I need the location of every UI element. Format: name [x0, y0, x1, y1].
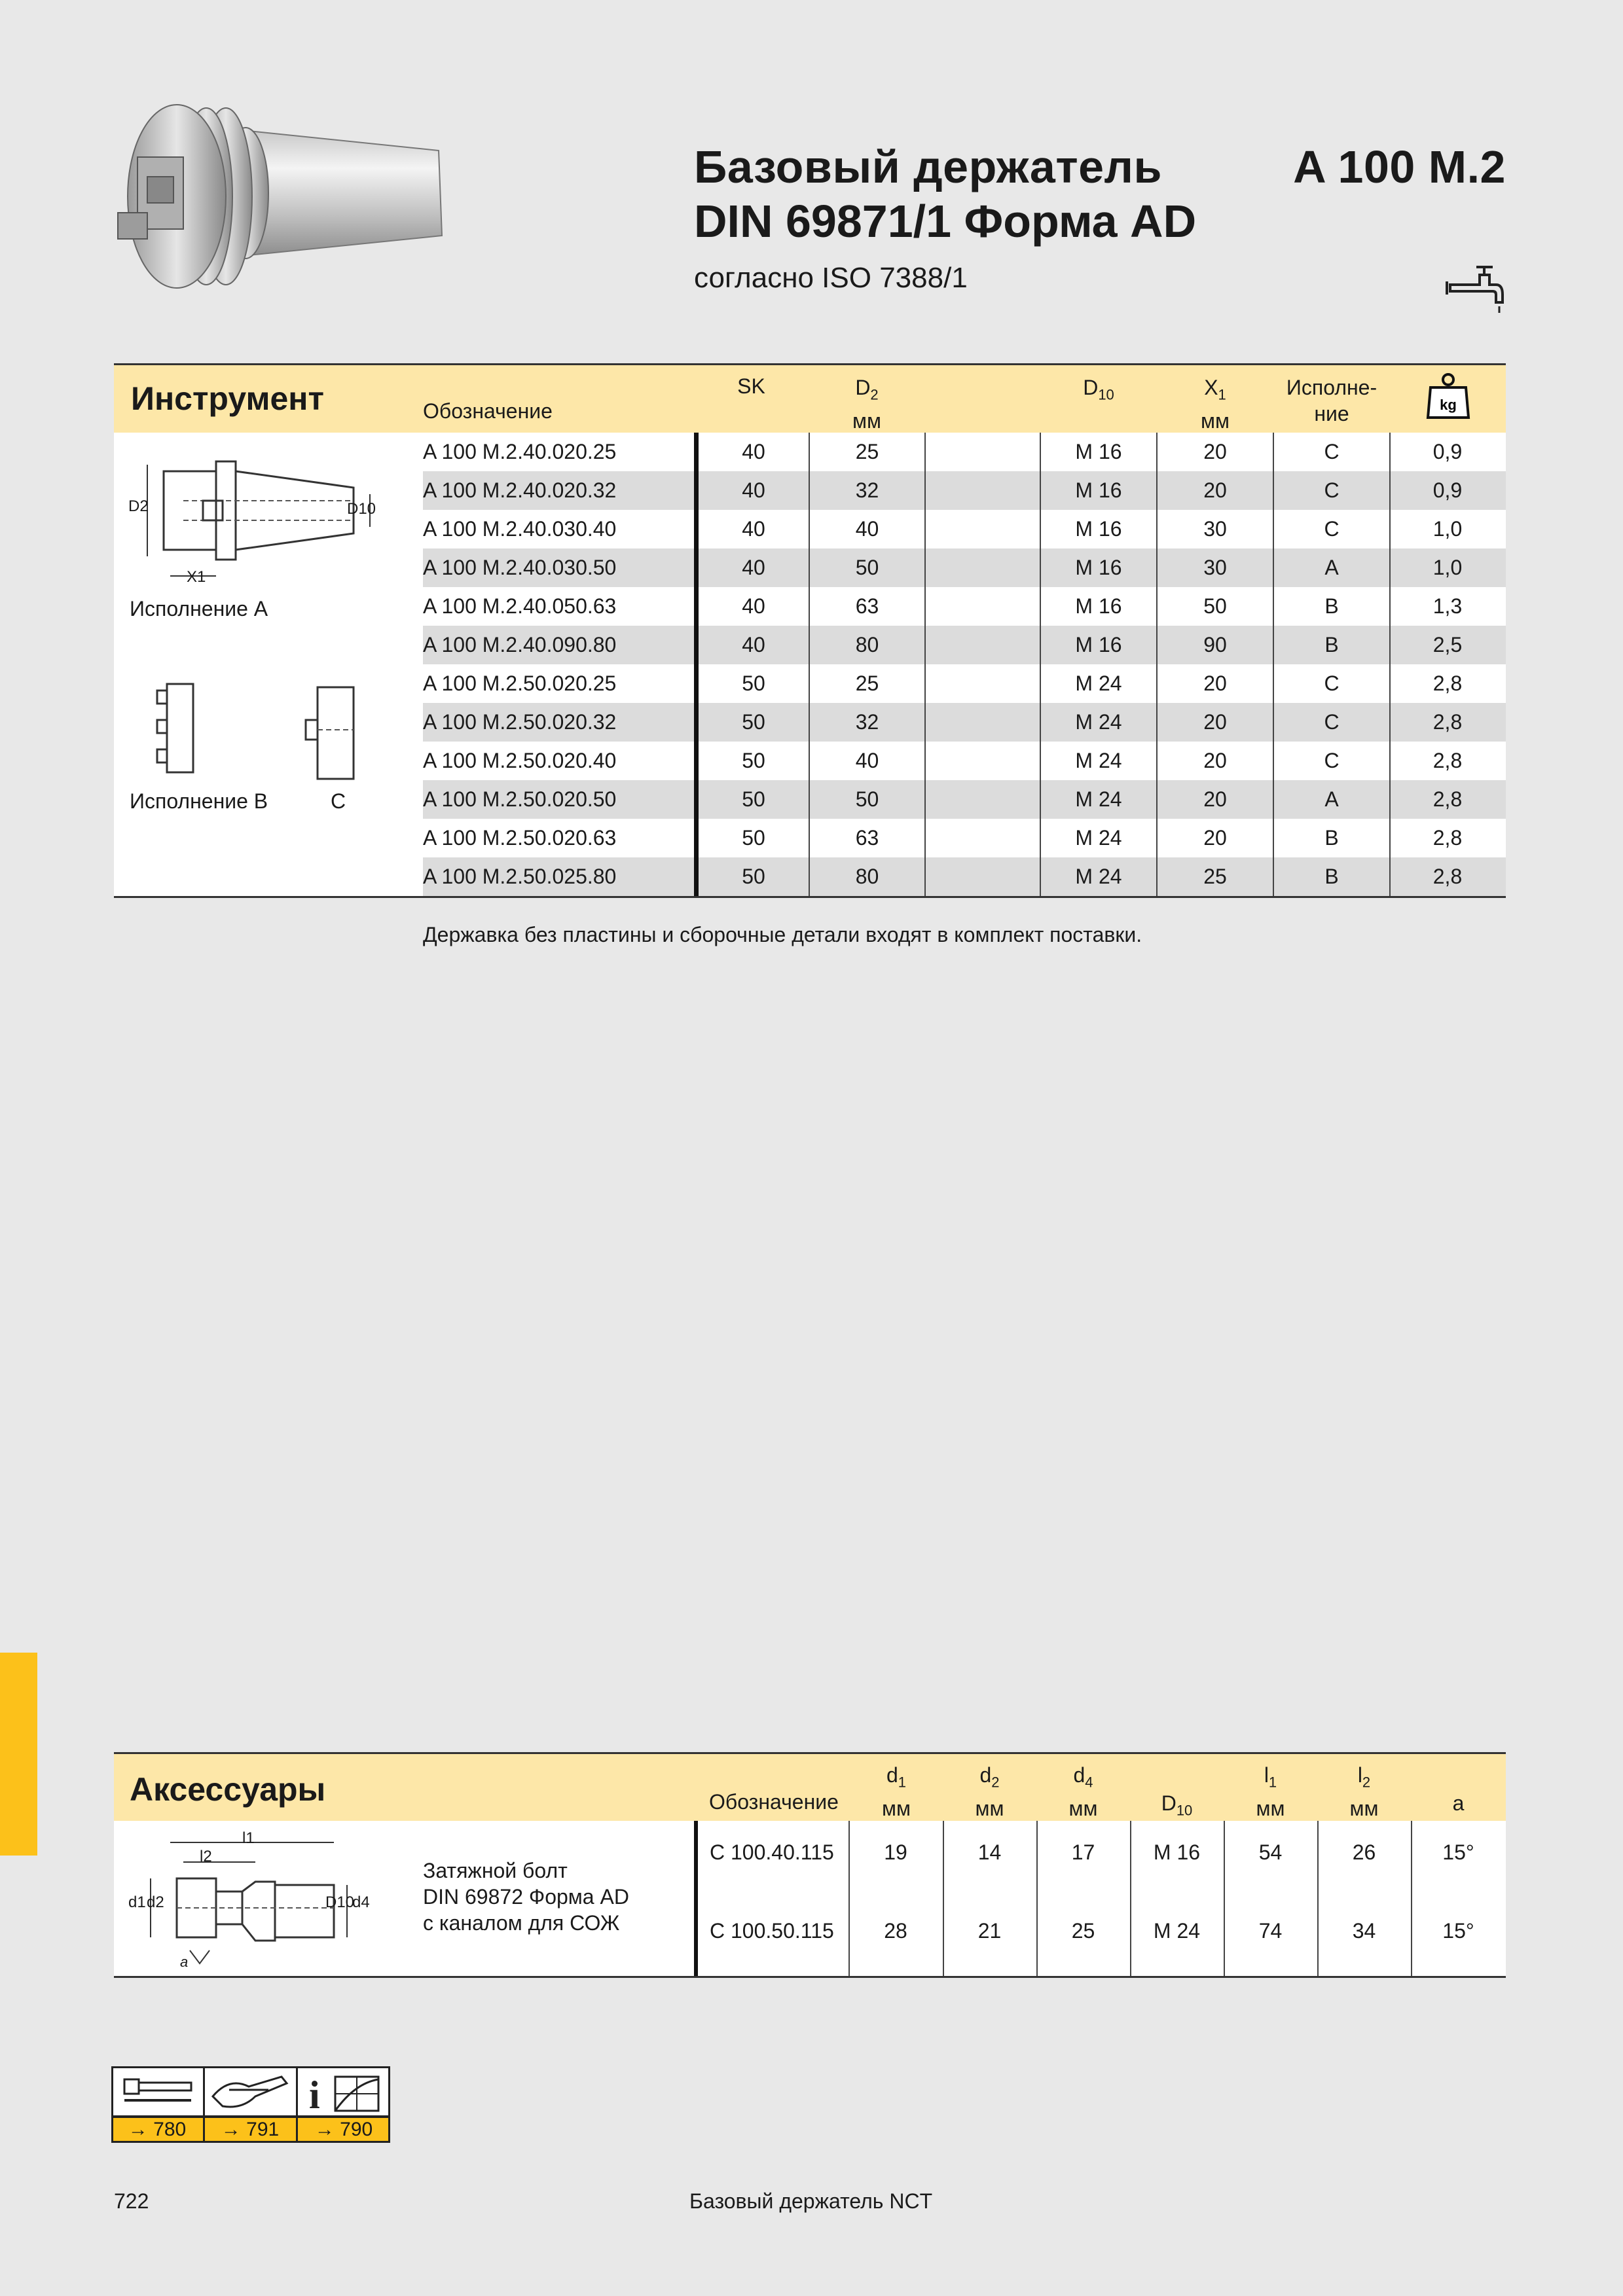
cell-version: C [1273, 664, 1389, 703]
cell-sk: 50 [694, 742, 809, 780]
cell-x1: 20 [1156, 664, 1273, 703]
table-row [423, 664, 1506, 703]
cell-empty [924, 548, 1040, 587]
cell-d2: 40 [809, 742, 924, 780]
cell-designation: A 100 M.2.40.030.40 [423, 517, 617, 541]
cell-sk: 40 [694, 587, 809, 626]
title-right: A 100 M.2 [1293, 141, 1506, 192]
label-d10: D10 [347, 500, 376, 518]
acc-header-l1: $l_1$ мм [1256, 1763, 1285, 1821]
label-version-c: C [331, 789, 346, 813]
info-chart-icon [302, 2070, 384, 2113]
cell-weight: 2,5 [1389, 626, 1504, 664]
ref-link-790[interactable]: → 790 [314, 2119, 373, 2140]
cell-empty [924, 703, 1040, 742]
acc-label-d2: d2 [147, 1893, 164, 1911]
main-section-title: Инструмент [131, 380, 324, 417]
cell-weight: 0,9 [1389, 433, 1504, 471]
cell-designation: A 100 M.2.50.020.25 [423, 672, 617, 695]
footer-text: Базовый держатель NCT [689, 2189, 933, 2213]
table-row [423, 471, 1506, 510]
label-d2: D2 [128, 497, 149, 515]
cell-x1: 20 [1156, 742, 1273, 780]
cell-empty [924, 626, 1040, 664]
cell-empty [924, 857, 1040, 896]
label-version-a: Исполнение A [130, 597, 268, 620]
acc-cell-d1: 19 [884, 1840, 907, 1864]
title-left: Базовый держатель [694, 141, 1163, 192]
acc-label-a: a [180, 1954, 189, 1970]
cell-version: A [1273, 780, 1389, 819]
cell-d10: M 24 [1040, 742, 1156, 780]
cell-sk: 50 [694, 857, 809, 896]
cell-x1: 20 [1156, 819, 1273, 857]
cell-empty [924, 742, 1040, 780]
cell-d2: 80 [809, 857, 924, 896]
cell-d10: M 16 [1040, 433, 1156, 471]
title-line2: DIN 69871/1 Форма AD [694, 196, 1197, 247]
cell-version: B [1273, 819, 1389, 857]
screw-icon [123, 2078, 195, 2107]
cell-d2: 32 [809, 703, 924, 742]
table-row [423, 433, 1506, 471]
header-weight [1391, 372, 1506, 427]
cell-empty [924, 433, 1040, 471]
cell-sk: 40 [694, 626, 809, 664]
acc-cell-d1: 28 [884, 1919, 907, 1943]
acc-col-divider [694, 1821, 698, 1976]
cell-d2: 50 [809, 548, 924, 587]
cell-d10: M 24 [1040, 664, 1156, 703]
tool-holder-image [111, 79, 452, 321]
acc-cell-a: 15° [1442, 1919, 1474, 1943]
table-row [423, 626, 1506, 664]
cell-designation: A 100 M.2.50.020.32 [423, 710, 617, 734]
cell-empty [924, 819, 1040, 857]
cell-version: C [1273, 433, 1389, 471]
acc-label-l1: l1 [242, 1829, 255, 1847]
cell-d10: M 16 [1040, 548, 1156, 587]
cell-designation: A 100 M.2.50.025.80 [423, 865, 617, 888]
header-sk: SK [737, 374, 765, 398]
cell-x1: 25 [1156, 857, 1273, 896]
acc-cell-d2: 14 [977, 1840, 1002, 1864]
cell-version: B [1273, 626, 1389, 664]
acc-description: Затяжной болт DIN 69872 Форма AD с каналом для СОЖ [423, 1859, 629, 1935]
cell-weight: 2,8 [1389, 857, 1504, 896]
cell-empty [924, 510, 1040, 548]
table-row [423, 703, 1506, 742]
cell-d10: M 24 [1040, 857, 1156, 896]
cell-x1: 20 [1156, 471, 1273, 510]
cell-x1: 90 [1156, 626, 1273, 664]
acc-cell-designation: C 100.50.115 [710, 1919, 834, 1943]
cell-d10: M 24 [1040, 703, 1156, 742]
acc-label-d10: D10 [325, 1893, 355, 1911]
acc-cell-l2: 26 [1352, 1840, 1376, 1864]
cell-weight: 2,8 [1389, 703, 1504, 742]
table-row [423, 857, 1506, 896]
coolant-tap-icon [1444, 262, 1509, 314]
cell-empty [924, 587, 1040, 626]
label-version-b: Исполнение B [130, 789, 268, 813]
page-number: 722 [114, 2189, 149, 2213]
cell-x1: 20 [1156, 433, 1273, 471]
cell-empty [924, 780, 1040, 819]
acc-cell-d10: M 16 [1153, 1840, 1201, 1864]
header-d10: $D_{10}$ [1083, 376, 1114, 403]
side-tab [0, 1653, 37, 1856]
main-table-bottom-rule [114, 896, 1506, 898]
cell-designation: A 100 M.2.40.020.32 [423, 478, 617, 502]
cell-designation: A 100 M.2.40.090.80 [423, 633, 617, 656]
acc-cell-d2: 21 [977, 1919, 1002, 1943]
cell-weight: 2,8 [1389, 780, 1504, 819]
acc-section-title: Аксессуары [130, 1771, 326, 1808]
cell-weight: 1,0 [1389, 510, 1504, 548]
cell-x1: 30 [1156, 548, 1273, 587]
weight-icon [1425, 372, 1471, 422]
cell-d2: 32 [809, 471, 924, 510]
version-b-drawing [147, 677, 206, 779]
cell-version: C [1273, 742, 1389, 780]
cell-version: C [1273, 471, 1389, 510]
cell-d10: M 16 [1040, 471, 1156, 510]
header-d2: $D_2$ мм [852, 376, 881, 433]
cell-designation: A 100 M.2.40.020.25 [423, 440, 617, 463]
cell-sk: 50 [694, 780, 809, 819]
cell-version: A [1273, 548, 1389, 587]
cell-d10: M 16 [1040, 626, 1156, 664]
cell-sk: 50 [694, 664, 809, 703]
table-row [423, 819, 1506, 857]
acc-cell-l2: 34 [1352, 1919, 1376, 1943]
wrench-hand-icon [210, 2070, 291, 2113]
acc-cell-designation: C 100.40.115 [710, 1840, 834, 1864]
subtitle: согласно ISO 7388/1 [694, 262, 968, 294]
acc-header-d2: $d_2$ мм [975, 1763, 1004, 1821]
acc-label-d4: d4 [352, 1893, 370, 1911]
table-row [423, 780, 1506, 819]
cell-x1: 20 [1156, 703, 1273, 742]
acc-cell-d10: M 24 [1153, 1919, 1201, 1943]
cell-sk: 50 [694, 819, 809, 857]
main-note: Державка без пластины и сборочные детали входят в комплект поставки. [423, 923, 1142, 946]
cell-designation: A 100 M.2.40.030.50 [423, 556, 617, 579]
header-version: Исполне- ние [1286, 376, 1377, 425]
acc-cell-d4: 25 [1071, 1919, 1095, 1943]
ref-link-780[interactable]: → 780 [128, 2119, 187, 2140]
cell-version: B [1273, 857, 1389, 896]
version-c-drawing [298, 681, 363, 782]
cell-empty [924, 471, 1040, 510]
cell-version: C [1273, 510, 1389, 548]
table-row [423, 548, 1506, 587]
table-row [423, 742, 1506, 780]
cell-x1: 20 [1156, 780, 1273, 819]
cell-d10: M 24 [1040, 819, 1156, 857]
cell-weight: 0,9 [1389, 471, 1504, 510]
cell-designation: A 100 M.2.50.020.50 [423, 787, 617, 811]
cell-sk: 40 [694, 433, 809, 471]
cell-designation: A 100 M.2.40.050.63 [423, 594, 617, 618]
cell-d2: 63 [809, 587, 924, 626]
header-x1: $X_1$ мм [1201, 376, 1230, 433]
cell-d10: M 16 [1040, 510, 1156, 548]
acc-header-d1: $d_1$ мм [882, 1763, 911, 1821]
cell-weight: 2,8 [1389, 664, 1504, 703]
ref-icons [111, 2066, 390, 2143]
acc-header-l2: $l_2$ мм [1349, 1763, 1379, 1821]
cell-empty [924, 664, 1040, 703]
page-title [694, 141, 1506, 193]
cell-d2: 25 [809, 664, 924, 703]
cell-d2: 63 [809, 819, 924, 857]
svg-text:i: i [309, 2073, 320, 2113]
cell-designation: A 100 M.2.50.020.63 [423, 826, 617, 850]
cell-version: B [1273, 587, 1389, 626]
cell-d2: 25 [809, 433, 924, 471]
acc-header-d4: $d_4$ мм [1068, 1763, 1098, 1821]
cell-d2: 80 [809, 626, 924, 664]
header-designation: Обозначение [423, 399, 553, 423]
cell-designation: A 100 M.2.50.020.40 [423, 749, 617, 772]
cell-d10: M 24 [1040, 780, 1156, 819]
acc-cell-a: 15° [1442, 1840, 1474, 1864]
table-row [423, 510, 1506, 548]
cell-x1: 50 [1156, 587, 1273, 626]
cell-weight: 1,0 [1389, 548, 1504, 587]
label-x1: X1 [187, 568, 206, 586]
cell-d2: 40 [809, 510, 924, 548]
cell-sk: 40 [694, 548, 809, 587]
acc-cell-l1: 74 [1258, 1919, 1283, 1943]
acc-cell-l1: 54 [1258, 1840, 1283, 1864]
ref-link-791[interactable]: → 791 [221, 2119, 280, 2140]
cell-weight: 1,3 [1389, 587, 1504, 626]
acc-header-d10: $D_{10}$ [1161, 1791, 1193, 1819]
cell-sk: 40 [694, 510, 809, 548]
acc-cell-d4: 17 [1071, 1840, 1095, 1864]
cell-weight: 2,8 [1389, 819, 1504, 857]
cell-weight: 2,8 [1389, 742, 1504, 780]
cell-sk: 50 [694, 703, 809, 742]
table-row [423, 587, 1506, 626]
cell-d2: 50 [809, 780, 924, 819]
acc-label-d1: d1 [128, 1893, 146, 1911]
cell-version: C [1273, 703, 1389, 742]
acc-header-a: a [1452, 1791, 1465, 1815]
cell-sk: 40 [694, 471, 809, 510]
acc-label-l2: l2 [200, 1848, 212, 1865]
cell-x1: 30 [1156, 510, 1273, 548]
cell-d10: M 16 [1040, 587, 1156, 626]
svg-text:kg: kg [1440, 397, 1457, 413]
acc-header-designation: Обозначение [709, 1790, 839, 1814]
